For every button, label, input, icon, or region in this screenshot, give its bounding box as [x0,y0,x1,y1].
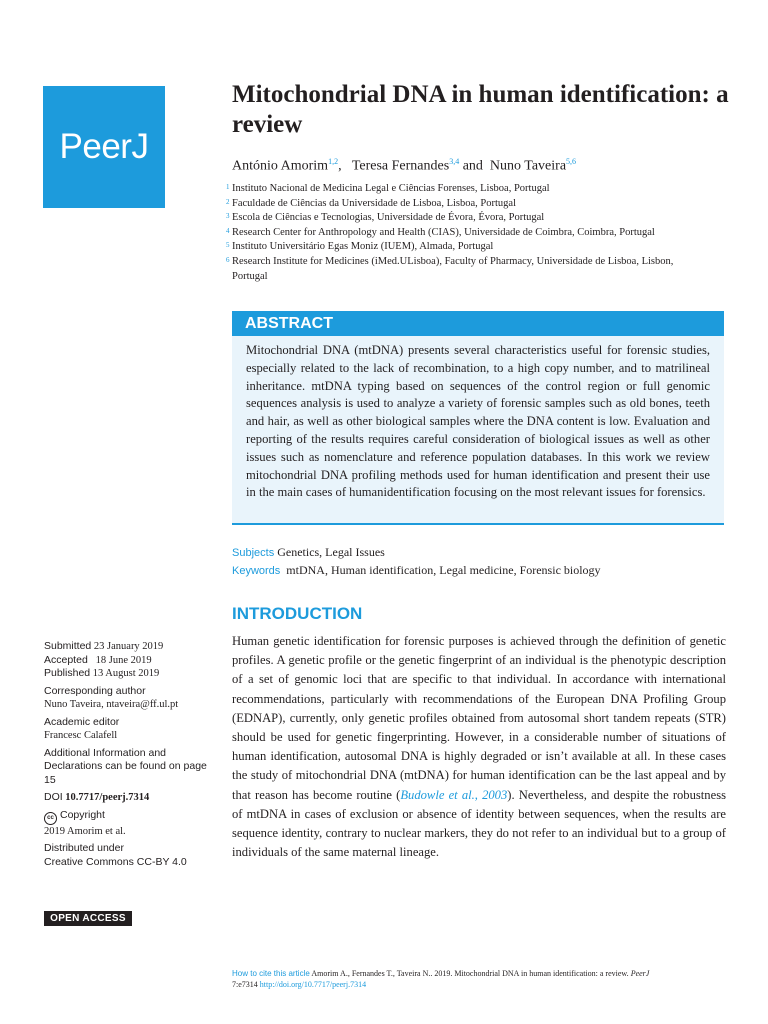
abstract-heading: ABSTRACT [232,311,724,336]
corresponding-author-value[interactable]: Nuno Taveira, ntaveira@ff.ul.pt [44,699,179,710]
affiliation-number: 2 [226,197,230,206]
corresponding-author-label: Corresponding author [44,684,146,697]
paper-title: Mitochondrial DNA in human identification: a review [232,81,729,138]
affiliation [228,182,698,197]
accepted-row [44,654,214,668]
additional-info-note[interactable]: Additional Information and Declarations can be found on page 15 [44,746,207,786]
affiliation-list [228,182,698,284]
corresponding-author-block [44,685,214,712]
author-affil-ref: 3,4 [449,157,460,166]
affiliation [228,255,698,284]
article-info-sidebar [44,640,214,869]
citation-link[interactable]: Budowle et al., 2003 [400,787,508,802]
creative-commons-icon: cc [44,812,57,825]
how-to-cite [232,968,692,990]
affiliation-number: 6 [226,255,230,264]
doi-label: DOI [44,791,63,803]
keywords-value: mtDNA, Human identification, Legal medicine, Forensic biology [286,563,601,577]
introduction-text: Human genetic identification for forensic purposes is achieved through the definition of genetic profiles. A genetic profile or the genetic fingerprint of an individual is the phenotypic description of a set of genomic loci that are specific to that individual. In accordance with international recommendations, particularly with recommendations of the European DNA Profiling Group (EDNAP), currently, only genetic profiles obtained from autosomal short tandem repeats (STR) should be used for genetic fingerprinting. However, in a considerable number of situations of human identification, autosomal DNA is highly degraded or isn’t available at all. In these cases the study of mitochondrial DNA (mtDNA) for human identification can be the last appeal and by that reason has become routine ( [232,634,726,802]
affiliation-number: 5 [226,241,230,250]
accepted-label: Accepted [44,653,88,666]
subjects-label: Subjects [232,547,275,559]
introduction-heading: INTRODUCTION [232,604,363,623]
subjects-value[interactable]: Genetics, Legal Issues [277,545,385,559]
affiliation-number: 4 [226,226,230,235]
author-separator: and [459,158,487,174]
doi-link[interactable]: http://doi.org/10.7717/peerj.7314 [259,980,367,989]
submitted-row [44,640,214,654]
license-block [44,842,214,869]
volume-text: 7:e7314 [232,980,258,989]
journal-name: PeerJ [630,969,650,978]
subjects-line [232,545,385,560]
author-name[interactable]: Nuno Taveira [489,158,567,174]
affiliation-text: Instituto Nacional de Medicina Legal e Ciências Forenses, Lisboa, Portugal [232,183,550,194]
accepted-date: 18 June 2019 [95,654,152,666]
author-name[interactable]: António Amorim [232,158,329,174]
academic-editor-label: Academic editor [44,715,120,728]
keywords-label: Keywords [232,565,281,577]
submitted-date: 23 January 2019 [93,641,164,652]
author-affil-ref: 5,6 [566,157,577,166]
peerj-logo: PeerJ [43,86,165,208]
published-date: 13 August 2019 [92,668,160,679]
author-affil-ref: 1,2 [328,157,339,166]
affiliation [228,240,698,255]
how-to-cite-label: How to cite this article [232,969,310,978]
copyright-label-row [44,809,214,825]
abstract-text: Mitochondrial DNA (mtDNA) presents several characteristics useful for forensic studies, especially related to the lack of recombination, to a high copy number, and to matrilineal inheritance. mtDNA typing based on sequences of the control region or full genomic sequences analysis is used to analyze a variety of forensic samples such as old bones, teeth and hair, as well as other biological samples where the DNA content is low. Evaluation and reporting of the results requires careful consideration of biological issues as well as other issues such as nomenclature and reference population databases. In this work we review mitochondrial DNA profiling methods used for human identification and present their use in the main cases of humanidentification focusing on the most relevant issues for forensics. [232,336,724,525]
affiliation-text: Faculdade de Ciências da Universidade de Lisboa, Lisboa, Portugal [232,197,517,209]
affiliation-number: 1 [226,183,230,191]
affiliation [228,197,698,212]
open-access-badge: OPEN ACCESS [44,911,132,926]
published-row [44,667,214,681]
author-separator: , [338,158,349,174]
license-link[interactable]: Creative Commons CC-BY 4.0 [44,855,187,868]
academic-editor-block [44,716,214,743]
how-to-cite-text: Amorim A., Fernandes T., Taveira N.. 2019. Mitochondrial DNA in human identification: a review. [311,969,629,978]
affiliation-text: Research Center for Anthropology and Health (CIAS), Universidade de Coimbra, Coimbra, Portugal [232,226,655,238]
distributed-label: Distributed under [44,842,124,854]
author-name[interactable]: Teresa Fernandes [351,158,450,174]
affiliation-text: Escola de Ciências e Tecnologias, Universidade de Évora, Évora, Portugal [232,212,545,224]
introduction-text: ). Nevertheless, and despite the robustness of mtDNA in cases of exclusion or absence of identity between sequences, when the results are sequence identity, contrary to nuclear markers, they do not refer to an individual but to a group of individuals of the same maternal lineage. [232,787,726,860]
author-list [232,157,576,175]
keywords-line [232,563,601,578]
affiliation [228,226,698,241]
affiliation [228,211,698,226]
introduction-paragraph [232,632,726,862]
affiliation-text: Instituto Universitário Egas Moniz (IUEM), Almada, Portugal [232,241,494,253]
submitted-label: Submitted [44,640,92,652]
doi-value[interactable]: 10.7717/peerj.7314 [65,792,150,803]
affiliation-number: 3 [226,212,230,221]
affiliation-text: Research Institute for Medicines (iMed.ULisboa), Faculty of Pharmacy, Universidade de Lisboa, Lisbon, Portugal [232,255,674,282]
academic-editor-value: Francesc Calafell [44,730,118,741]
copyright-value: 2019 Amorim et al. [44,825,126,837]
copyright-block [44,809,214,839]
doi-row [44,791,214,805]
published-label: Published [44,667,91,679]
copyright-label: Copyright [60,808,105,821]
